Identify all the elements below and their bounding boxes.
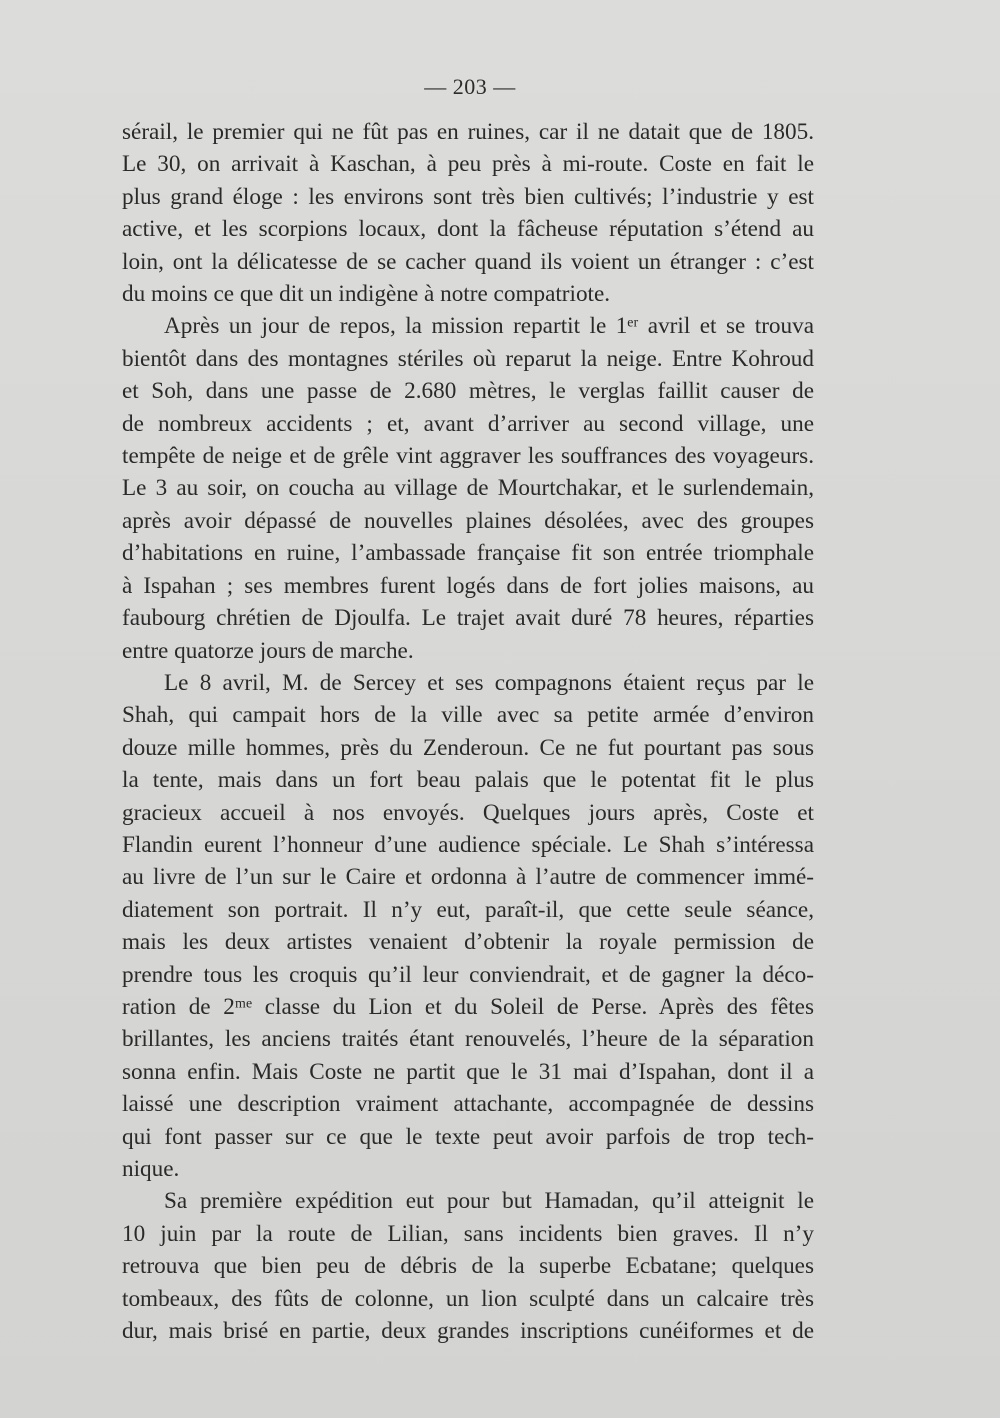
text-line: bientôt dans des montagnes stériles où reparut la neige. Entre Kohroud bbox=[122, 345, 814, 372]
text-line: de nombreux accidents ; et, avant d’arriver au second village, une bbox=[122, 410, 814, 437]
text-line: Après un jour de repos, la mission repartit le 1ᵉʳ avril et se trouva bbox=[164, 313, 814, 340]
text-line: tempête de neige et de grêle vint aggraver les souffrances des voyageurs. bbox=[122, 443, 814, 470]
text-line: Le 3 au soir, on coucha au village de Mourtchakar, et le surlendemain, bbox=[122, 475, 814, 502]
page-number: — 203 — bbox=[424, 74, 516, 99]
text-line: sonna enfin. Mais Coste ne partit que le 31 mai d’Ispahan, dont il a bbox=[122, 1058, 814, 1085]
text-line: laissé une description vraiment attachante, accompagnée de dessins bbox=[122, 1091, 814, 1118]
body-text bbox=[122, 116, 814, 1347]
text-line: loin, ont la délicatesse de se cacher quand ils voient un étranger : c’est bbox=[122, 248, 814, 275]
text-line: mais les deux artistes venaient d’obtenir la royale permission de bbox=[122, 929, 814, 956]
text-line: prendre tous les croquis qu’il leur conviendrait, et de gagner la déco- bbox=[122, 961, 814, 988]
text-line: brillantes, les anciens traités étant renouvelés, l’heure de la séparation bbox=[122, 1026, 814, 1053]
text-line: nique. bbox=[122, 1156, 180, 1182]
text-line: Flandin eurent l’honneur d’une audience spéciale. Le Shah s’intéressa bbox=[122, 831, 814, 858]
text-line: Le 30, on arrivait à Kaschan, à peu près à mi-route. Coste en fait le bbox=[122, 151, 814, 178]
text-line: douze mille hommes, près du Zenderoun. Ce ne fut pourtant pas sous bbox=[122, 734, 814, 761]
text-line: qui font passer sur ce que le texte peut avoir parfois de trop tech- bbox=[122, 1123, 814, 1150]
text-line: Le 8 avril, M. de Sercey et ses compagnons étaient reçus par le bbox=[164, 669, 814, 696]
text-line: dur, mais brisé en partie, deux grandes inscriptions cunéiformes et de bbox=[122, 1318, 814, 1345]
text-line: gracieux accueil à nos envoyés. Quelques jours après, Coste et bbox=[122, 799, 814, 826]
text-line: 10 juin par la route de Lilian, sans incidents bien graves. Il n’y bbox=[122, 1220, 814, 1247]
text-line: et Soh, dans une passe de 2.680 mètres, le verglas faillit causer de bbox=[122, 378, 814, 405]
text-line: plus grand éloge : les environs sont très bien cultivés; l’industrie y est bbox=[122, 183, 814, 210]
text-line: au livre de l’un sur le Caire et ordonna à l’autre de commencer immé- bbox=[122, 864, 814, 891]
text-line: Sa première expédition eut pour but Hamadan, qu’il atteignit le bbox=[164, 1188, 814, 1215]
text-line: Shah, qui campait hors de la ville avec sa petite armée d’environ bbox=[122, 702, 814, 729]
text-line: d’habitations en ruine, l’ambassade française fit son entrée triomphale bbox=[122, 540, 814, 567]
text-line: active, et les scorpions locaux, dont la fâcheuse réputation s’étend au bbox=[122, 216, 814, 243]
text-line: ration de 2ᵐᵉ classe du Lion et du Soleil de Perse. Après des fêtes bbox=[122, 993, 814, 1020]
text-line: entre quatorze jours de marche. bbox=[122, 637, 414, 664]
text-line: tombeaux, des fûts de colonne, un lion sculpté dans un calcaire très bbox=[122, 1285, 814, 1312]
text-line: à Ispahan ; ses membres furent logés dans de fort jolies maisons, au bbox=[122, 572, 814, 599]
text-line: faubourg chrétien de Djoulfa. Le trajet avait duré 78 heures, réparties bbox=[122, 605, 814, 632]
text-line: la tente, mais dans un fort beau palais que le potentat fit le plus bbox=[122, 767, 814, 794]
text-line: après avoir dépassé de nouvelles plaines désolées, avec des groupes bbox=[122, 507, 814, 534]
text-line: retrouva que bien peu de débris de la superbe Ecbatane; quelques bbox=[122, 1253, 814, 1280]
text-line: sérail, le premier qui ne fût pas en ruines, car il ne datait que de 1805. bbox=[122, 119, 814, 145]
text-line: diatement son portrait. Il n’y eut, paraît-il, que cette seule séance, bbox=[122, 896, 814, 923]
text-line: du moins ce que dit un indigène à notre compatriote. bbox=[122, 281, 611, 308]
